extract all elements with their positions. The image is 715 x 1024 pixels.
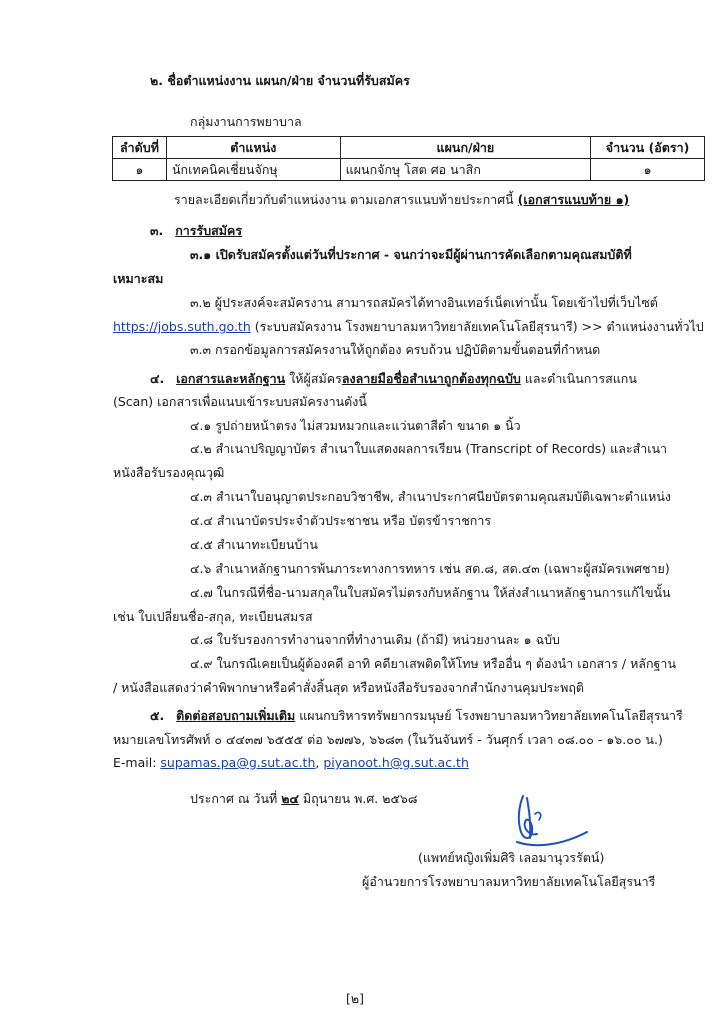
email-link-1[interactable]: supamas.pa@g.sut.ac.th	[160, 755, 316, 770]
item-3-2-rest: (ระบบสมัครงาน โรงพยาบาลมหาวิทยาลัยเทคโนโลยีสุรนารี) >> ตำแหน่งงานทั่วไป	[250, 319, 704, 334]
cell-quantity: ๑	[591, 159, 705, 181]
item-4-2-line1: ๔.๒ สำเนาปริญญาบัตร สำเนาใบแสดงผลการเรียน (Transcript of Records) และสำเนา	[190, 441, 668, 456]
email-label: E-mail:	[113, 755, 161, 770]
item-4-8: ๔.๘ ใบรับรองการทำงานจากที่ทำงานเดิม (ถ้ามี) หน่วยงานละ ๑ ฉบับ	[190, 632, 560, 647]
attachment-reference: (เอกสารแนบท้าย ๑)	[517, 192, 630, 207]
announce-date-line	[190, 790, 417, 808]
section4-number: ๔.	[150, 371, 165, 386]
signatory-title: ผู้อำนวยการโรงพยาบาลมหาวิทยาลัยเทคโนโลยีสุรนารี	[362, 874, 656, 889]
item-3-1-line2: เหมาะสม	[113, 271, 164, 286]
section5-email-line	[113, 754, 469, 772]
section4-intro-bold: ลงลายมือชื่อสำเนาถูกต้องทุกฉบับ	[341, 371, 521, 386]
signature-image	[505, 792, 595, 854]
item-3-3: ๓.๓ กรอกข้อมูลการสมัครงานให้ถูกต้อง ครบถ้วน ปฏิบัติตามขั้นตอนที่กำหนด	[190, 342, 601, 357]
item-4-7-line2: เช่น ใบเปลี่ยนชื่อ-สกุล, ทะเบียนสมรส	[113, 609, 313, 624]
section5-line1-rest: แผนกบริหารทรัพยากรมนุษย์ โรงพยาบาลมหาวิทยาลัยเทคโนโลยีสุรนารี	[295, 708, 683, 723]
signatory-name: (แพทย์หญิงเพิ่มศิริ เลอมานุวรรัตน์)	[418, 850, 605, 865]
section4-intro-line2: (Scan) เอกสารเพื่อแนบเข้าระบบสมัครงานดังนี้	[113, 394, 367, 409]
group-label: กลุ่มงานการพยาบาล	[190, 114, 302, 129]
page-number: [๒]	[346, 991, 364, 1006]
item-3-1-line1: ๓.๑ เปิดรับสมัครตั้งแต่วันที่ประกาศ - จนกว่าจะมีผู้ผ่านการคัดเลือกตามคุณสมบัติที่	[190, 247, 632, 262]
section4-intro-mid: ให้ผู้สมัคร	[285, 371, 342, 386]
header-order: ลำดับที่	[113, 137, 167, 159]
detail-line	[174, 191, 629, 209]
section4-heading: เอกสารและหลักฐาน	[176, 371, 286, 386]
announce-prefix: ประกาศ ณ วันที่	[190, 791, 282, 806]
header-department: แผนก/ฝ่าย	[340, 137, 590, 159]
cell-position: นักเทคนิคเชี่ยนจักษุ	[166, 159, 340, 181]
table-row	[113, 159, 705, 181]
section5-line1	[150, 707, 683, 725]
section2-heading: ๒. ชื่อตำแหน่งงาน แผนก/ฝ่าย จำนวนที่รับสมัคร	[150, 73, 410, 88]
section4-intro-end: และดำเนินการสแกน	[520, 371, 637, 386]
jobs-website-link[interactable]: https://jobs.suth.go.th	[113, 319, 251, 334]
email-separator: ,	[315, 755, 324, 770]
item-4-2-line2: หนังสือรับรองคุณวุฒิ	[113, 465, 225, 480]
cell-department: แผนกจักษุ โสต ศอ นาสิก	[340, 159, 590, 181]
email-link-2[interactable]: piyanoot.h@g.sut.ac.th	[323, 755, 469, 770]
item-3-2-line2	[113, 318, 704, 336]
item-4-3: ๔.๓ สำเนาใบอนุญาตประกอบวิชาชีพ, สำเนาประกาศนียบัตรตามคุณสมบัติเฉพาะตำแหน่ง	[190, 489, 671, 504]
header-quantity: จำนวน (อัตรา)	[591, 137, 705, 159]
item-4-1: ๔.๑ รูปถ่ายหน้าตรง ไม่สวมหมวกและแว่นตาสีดำ ขนาด ๑ นิ้ว	[190, 418, 521, 433]
section3-heading-line	[150, 222, 242, 240]
section5-number: ๕.	[150, 708, 165, 723]
item-4-7-line1: ๔.๗ ในกรณีที่ชื่อ-นามสกุลในใบสมัครไม่ตรงกับหลักฐาน ให้ส่งสำเนาหลักฐานการแก้ไขนั้น	[190, 585, 671, 600]
item-4-9-line1: ๔.๙ ในกรณีเคยเป็นผู้ต้องคดี อาทิ คดียาเสพติดให้โทษ หรืออื่น ๆ ต้องนำ เอกสาร / หลักฐาน	[190, 656, 676, 671]
section4-intro-line1	[150, 370, 637, 388]
item-4-4: ๔.๔ สำเนาบัตรประจำตัวประชาชน หรือ บัตรข้าราชการ	[190, 513, 492, 528]
announce-suffix: มิถุนายน พ.ศ. ๒๕๖๘	[298, 791, 418, 806]
detail-prefix: รายละเอียดเกี่ยวกับตำแหน่งงาน ตามเอกสารแนบท้ายประกาศนี้	[174, 192, 518, 207]
header-position: ตำแหน่ง	[166, 137, 340, 159]
item-4-6: ๔.๖ สำเนาหลักฐานการพ้นภาระทางการทหาร เช่น สด.๘, สด.๔๓ (เฉพาะผู้สมัครเพศชาย)	[190, 561, 670, 576]
positions-table	[112, 136, 705, 181]
table-header-row	[113, 137, 705, 159]
section3-number: ๓.	[150, 223, 164, 238]
section5-heading: ติดต่อสอบถามเพิ่มเติม	[176, 708, 296, 723]
item-3-2-line1: ๓.๒ ผู้ประสงค์จะสมัครงาน สามารถสมัครได้ทางอินเทอร์เน็ตเท่านั้น โดยเข้าไปที่เว็บไซต์	[190, 295, 658, 310]
item-4-5: ๔.๕ สำเนาทะเบียนบ้าน	[190, 537, 318, 552]
section5-phone-line: หมายเลขโทรศัพท์ ๐ ๔๔๓๗ ๖๕๕๕ ต่อ ๖๗๗๖, ๖๖๘๓ (ในวันจันทร์ - วันศุกร์ เวลา ๐๘.๐๐ - ๑๖.๐๐ น.)	[113, 732, 663, 747]
item-4-9-line2: / หนังสือแสดงว่าคำพิพากษาหรือคำสั่งสิ้นสุด หรือหนังสือรับรองจากสำนักงานคุมประพฤติ	[113, 680, 585, 695]
section3-heading: การรับสมัคร	[175, 223, 243, 238]
cell-order: ๑	[113, 159, 167, 181]
announce-day: ๒๔	[281, 791, 299, 806]
